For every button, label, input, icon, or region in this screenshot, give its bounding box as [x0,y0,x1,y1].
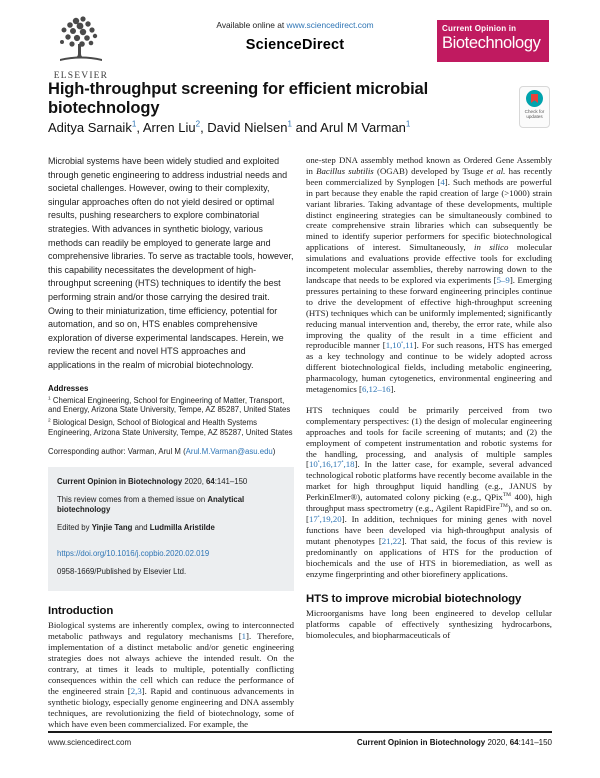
check-updates-line2: updates [526,114,543,120]
text-run: Corresponding author: Varman, Arul M ( [48,446,186,456]
text-run: ]. In the latter case, for example, several advanced technological robotic platforms have recently become available in the market for high throughput liquid handling (e.g., JANUS by PerkinElmer®), automated colony picking (e.g., QPix [306,459,552,503]
corresponding-author-line [48,447,294,457]
text-run: 1 [405,119,411,129]
text-run: Yinjie Tang [91,523,133,533]
section-heading-hts: HTS to improve microbial biotechnology [306,593,522,606]
text-run: ]. Rapid and continuous advancements in synthetic biology, especially genome engineering and DNA assembly techniques, are revolutionizing the field of biotechnology, some of which have even been commercialized. For example, the [48,685,295,729]
inline-link[interactable]: ,18 [343,459,355,470]
elsevier-tree-icon [50,14,112,68]
text-run: one-step DNA assembly method known as Ordered Gene Assembly in [306,155,552,176]
edited-by-line [57,523,285,533]
body-paragraph-1 [306,155,552,395]
inline-link[interactable]: • [341,459,344,466]
text-run: Edited by [57,523,92,533]
text-run: ]. In addition, techniques for mining genes with novel functions have been developed via high-throughput analysis of mutant phenotypes [ [306,514,552,546]
text-run: molecular simulations and evaluations provide effective tools for excluding incompetent molecular assemblies, thereby narrowing down to the landscape that needs to be explored via experiments [ [306,242,552,285]
themed-issue-line [57,495,285,515]
text-run: 1 [131,119,137,129]
citation-box [48,467,294,591]
left-column [48,155,294,730]
text-run: has recently been commercialized by Synplogen [ [306,165,553,187]
text-run: et al. [486,165,506,176]
section-heading-introduction: Introduction [48,605,114,618]
inline-link[interactable]: 1,10 [385,340,402,351]
crossmark-icon [526,90,543,107]
text-run: 2020, [485,738,510,747]
text-run: Biological Design, School of Biological and Health Systems Engineering, Arizona State University, Tempe, AZ 85287, United States [48,418,293,437]
journal-logo-line1: Current Opinion in [442,24,517,33]
issn-line: 0958-1669/Published by Elsevier Ltd. [57,567,187,577]
text-run: 2 [195,119,201,129]
text-run: Aditya Sarnaik [48,120,132,135]
inline-link[interactable]: 5–9 [496,274,510,285]
text-run: Bacillus subtilis [316,165,374,176]
doi-link[interactable]: https://doi.org/10.1016/j.copbio.2020.02.019 [57,549,210,559]
text-run: 2 [48,418,51,424]
bookmark-icon [531,94,538,103]
text-run: :141–150 [214,477,248,487]
check-for-updates-badge[interactable] [519,86,550,128]
text-run: ]. For such reasons, HTS has emerged as a key technology and continue to be widely adopted across different biotechnological fields, including metabolic engineering, pharmacology, human cytogenetics, environmental engineering and metagenomics [ [306,340,552,395]
text-run: and Arul M Varman [291,120,406,135]
text-run: ]. Therefore, implementation of a distinct metabolic and/or genetic engineering strategies does not always achieve the intended result. On the contrary, at times it leads to multiple, potentially conflicting consequences within the cell which can reduce the performance of the engineered strain [ [48,631,294,696]
citation-line [57,477,285,487]
text-run: Biological systems are inherently complex, owing to interconnected metabolic pathways and regulatory mechanisms [ [48,620,294,642]
text-run: ), and so on. [ [306,503,552,524]
text-run: 2020, [182,477,207,487]
journal-logo [437,20,549,62]
text-run: This review comes from a themed issue on [57,495,208,505]
text-run: TM [502,492,511,499]
inline-link[interactable]: • [317,459,320,466]
inline-link[interactable]: ,11 [403,340,414,351]
text-run: 64 [509,738,519,747]
footer-sciencedirect-link[interactable]: www.sciencedirect.com [48,738,132,747]
inline-link[interactable]: ,19,20 [319,514,342,524]
available-online-line [150,20,440,30]
check-updates-line1: Check for [524,109,545,114]
journal-logo-line2: Biotechnology [442,34,541,52]
text-run: Available online at [216,20,287,30]
inline-link[interactable]: 17 [308,514,318,524]
intro-paragraph [48,620,294,729]
header-center [150,20,440,53]
text-run: and [132,523,150,533]
text-run: ]. [390,384,396,395]
inline-link[interactable]: ,16,17 [319,459,342,470]
text-run: , Arren Liu [136,120,196,135]
authors-line [48,120,508,135]
address-item-2 [48,418,294,438]
inline-link[interactable]: 4 [440,176,445,187]
text-run: Ludmilla Aristilde [149,523,215,533]
inline-link[interactable]: 10 [308,459,318,470]
text-run: Chemical Engineering, School for Engineering of Matter, Transport, and Energy, Arizona State University, Tempe, AZ 85287, United States [48,395,291,415]
text-run: ]. Emerging pressures pertaining to these forward engineering principles continue to drive the development of effective high-throughput screening (HTS) techniques which can be uniformly implemented; significantly reducing manual intervention and, thereby, the error rate, while also improving the quality of the result in a time efficient and reproducible manner [ [306,274,553,351]
addresses-heading: Addresses [48,383,89,393]
text-run: , David Nielsen [200,120,288,135]
inline-link[interactable]: www.sciencedirect.com [286,20,374,30]
elsevier-wordmark: ELSEVIER [53,71,109,81]
page-title: High-throughput screening for efficient microbial biotechnology [48,80,429,117]
text-run: in silico [474,242,509,253]
inline-link[interactable]: Arul.M.Varman@asu.edu [185,446,273,456]
text-run: Current Opinion in Biotechnology [57,477,183,487]
footer-rule [48,731,552,733]
inline-link[interactable]: 1 [241,631,247,642]
inline-link[interactable]: 2,3 [130,685,142,696]
text-run: ) [272,446,276,456]
check-updates-label [520,109,549,120]
inline-link[interactable]: 6,12–16 [361,384,391,395]
text-run: 1 [48,395,51,401]
body-paragraph-2 [306,405,552,580]
inline-link[interactable]: • [401,340,404,347]
abstract-text: Microbial systems have been widely studied and exploited through genetic engineering to address industrial needs and societal challenges. However, owing to their complexity, singular approaches often do not yield desired or optimal results, pushing researchers to explore combinatorial strategies. With advances in synthetic biology, various methods can readily be employed to generate large and comprehensive libraries. To serve as tractable tools, however, this capability necessitates the development of high-throughput screening (HTS) techniques to identify the best performing strain and/or those carrying the desired trait. Owing to their miniaturization, time efficiency, potential for automation, and so on, HTS enables comprehensive exploration of diverse experimental landscapes. Herein, we review the recent and novel HTS approaches and applications in the realm of microbial biotechnology. [48,156,294,370]
right-column [306,155,552,641]
text-run: Analytical biotechnology [57,495,245,515]
body-paragraph-3: Microorganisms have long been engineered to develop cellular platforms capable of effectively synthesizing hydrocarbons, biomolecules, and biopharmaceuticals of [306,608,552,641]
text-run: 64 [206,477,215,487]
text-run: :141–150 [518,738,552,747]
text-run: TM [499,503,508,510]
text-run: (OGAB) developed by Tsuge [373,165,487,176]
address-item-1 [48,396,294,416]
text-run: ]. That said, the focus of this review is predominantly on applications of HTS for the production of biochemicals and the use of HTS in bioremediation, as well as enzyme fingerprinting and other biorefinery applications. [306,535,552,579]
text-run: ]. Such methods are powerful in part because they enable the rapid creation of large (>1000) strain variant libraries. Taking advantage of these developments, multiple distinct engineering strategies can be simultaneously combined to create comprehensive strain libraries which can subsequently be mined to identify superior performers for specific biotechnological applications of interest. Simultaneously, [306,176,553,253]
text-run: 1 [287,119,292,129]
text-run: 400), high throughput mass spectrometry (e.g., Agilent RapidFire [306,492,552,514]
elsevier-logo [46,14,116,81]
inline-link[interactable]: 21,22 [381,535,402,546]
text-run: Current Opinion in Biotechnology [356,738,486,747]
text-run: HTS techniques could be primarily perceived from two complementary perspectives: (1) the design of molecular engineering approaches and tools for facile screening of mutants; and (2) the employment of competent instrumentation and robotic systems for the handling, processing, and analysis of multiple samples [ [306,404,552,470]
footer-citation [357,738,552,747]
inline-link[interactable]: • [317,514,320,521]
sciencedirect-wordmark[interactable]: ScienceDirect [245,37,345,53]
